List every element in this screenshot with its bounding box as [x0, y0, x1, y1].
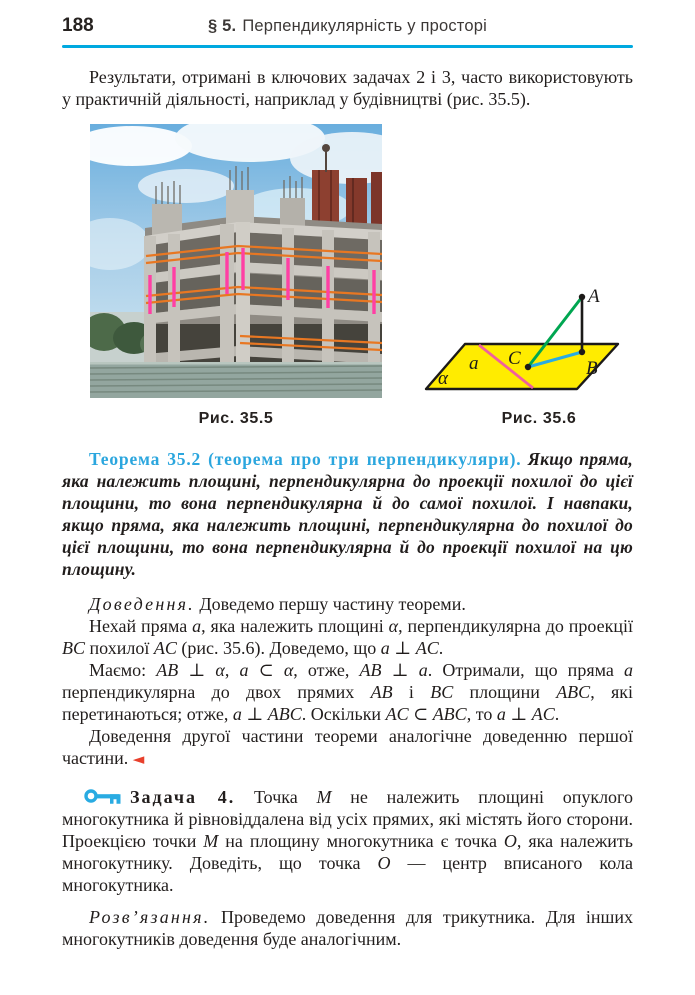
section-title: Перпендикулярність у просторі — [242, 17, 487, 35]
task-text: Задача 4. Точка M не належить площині опуклого многокутника й рівновіддалена від усіх прямих, які містять його сторони. Проекцією точки M на площину многокутника є точка O, яка належить многокутнику. Доведіть, що точка O — центр вписаного кола многокутника. — [62, 787, 633, 895]
page-header — [62, 0, 633, 41]
intro-paragraph: Результати, отримані в ключових задачах 2 і 3, часто використовують у практичній діяльності, наприклад у будівництві (рис. 35.5). — [62, 67, 633, 109]
theorem-body: Якщо пряма, яка належить площині, перпендикулярна до проекції похилої до цієї площини, то вона перпендикулярна й до самої похилої. І навпаки, якщо пряма, яка належить площині, перпендикулярна до похилої до цієї площини, то вона перпендикулярна й до проекції похилої на цю площину. — [62, 449, 633, 579]
figure-caption-35-6: Рис. 35.6 — [501, 410, 577, 427]
key-icon — [84, 789, 121, 806]
point-b-dot — [579, 349, 585, 355]
label-B: B — [586, 358, 598, 379]
running-title — [62, 17, 633, 36]
proof-paragraph-1: Доведення. Доведемо першу частину теореми. — [89, 594, 466, 614]
theorem-35-2 — [62, 448, 633, 580]
point-c-dot — [525, 364, 531, 370]
construction-photo — [90, 124, 382, 398]
proof-paragraph-3: Маємо: AB ⊥ α, a ⊂ α, отже, AB ⊥ a. Отримали, що пряма a перпендикулярна до двох прямих AB і BC площини ABC, які перетинаються; отже, a ⊥ ABC. Оскільки AC ⊂ ABC, то a ⊥ AC. — [62, 660, 634, 724]
label-C: C — [508, 348, 521, 369]
three-perpendiculars-diagram — [420, 280, 658, 402]
proof-paragraph-4: Доведення другої частини теореми аналогічне доведенню першої частини. ◄ — [62, 726, 633, 768]
theorem-heading: Теорема 35.2 (теорема про три перпендикуляри). — [89, 449, 522, 469]
figure-35-5 — [90, 124, 382, 428]
section-number: § 5. — [208, 17, 237, 35]
point-a-dot — [579, 294, 585, 300]
label-a: a — [469, 353, 479, 374]
label-A: A — [588, 286, 600, 307]
solution-paragraph: Розв’язання. Проведемо доведення для трикутника. Для інших многокутників доведення буде аналогічним. — [62, 907, 633, 949]
proof-paragraph-2: Нехай пряма a, яка належить площині α, перпендикулярна до проекції BC похилої AC (рис. 35.6). Доведемо, що a ⊥ AC. — [62, 616, 633, 658]
task-4 — [62, 786, 633, 896]
page-number: 188 — [62, 15, 94, 36]
fence-shapes — [90, 362, 382, 398]
header-rule — [62, 45, 633, 48]
figures-row — [62, 124, 633, 428]
label-alpha: α — [438, 368, 448, 389]
figure-35-6 — [420, 280, 658, 428]
figure-caption-35-5: Рис. 35.5 — [198, 410, 274, 427]
